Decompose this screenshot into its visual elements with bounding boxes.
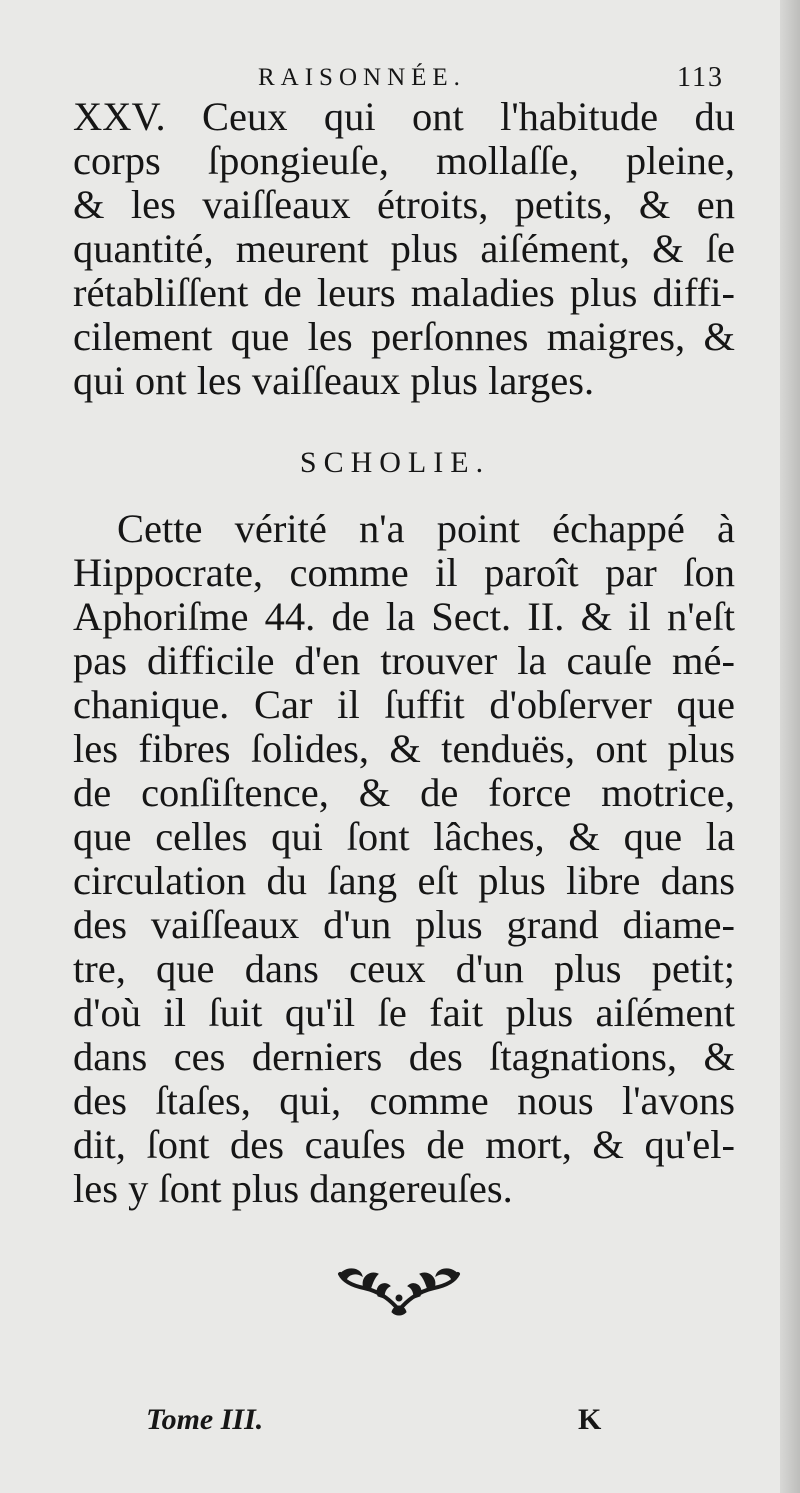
text-line: rétabliſſent de leurs maladies plus diffi- — [73, 270, 735, 315]
text-line: dans ces derniers des ſtagnations, & — [73, 1034, 735, 1079]
page-edge — [780, 0, 800, 1493]
text-line: qui ont les vaiſſeaux plus larges. — [73, 358, 595, 403]
text-line: que celles qui ſont lâches, & que la — [73, 814, 735, 859]
text-line: d'où il ſuit qu'il ſe fait plus aiſément — [73, 990, 735, 1035]
text-line: quantité, meurent plus aiſément, & ſe — [73, 226, 735, 271]
page-footer — [0, 1398, 790, 1442]
signature-mark: K — [578, 1403, 602, 1436]
text-line: pas difficile d'en trouver la cauſe mé- — [73, 638, 735, 683]
fleuron-ornament-icon — [334, 1262, 464, 1318]
page-number: 113 — [677, 62, 724, 93]
aphorism-xxv — [73, 95, 735, 403]
text-line: circulation du ſang eſt plus libre dans — [73, 858, 735, 903]
text-line: tre, que dans ceux d'un plus petit; — [73, 946, 735, 991]
volume-label: Tome III. — [146, 1403, 264, 1436]
text-line: XXV. Ceux qui ont l'habitude du — [73, 94, 735, 139]
text-line: dit, ſont des cauſes de mort, & qu'el- — [73, 1122, 735, 1167]
text-line: de conſiſtence, & de force motrice, — [73, 770, 735, 815]
text-line: corps ſpongieuſe, mollaſſe, pleine, — [73, 138, 735, 183]
text-line: des vaiſſeaux d'un plus grand diame- — [73, 902, 735, 947]
scholie-body — [73, 507, 735, 1211]
scholie-heading: SCHOLIE. — [299, 446, 491, 479]
text-line: chanique. Car il ſuffit d'obſerver que — [73, 682, 735, 727]
text-line: Hippocrate, comme il paroît par ſon — [73, 550, 735, 595]
running-title: RAISONNÉE. — [258, 64, 466, 91]
text-line: les y ſont plus dangereuſes. — [73, 1166, 513, 1211]
text-line: cilement que les perſonnes maigres, & — [73, 314, 735, 359]
text-line: & les vaiſſeaux étroits, petits, & en — [73, 182, 735, 227]
text-line: Cette vérité n'a point échappé à — [117, 506, 735, 551]
text-line: les fibres ſolides, & tenduës, ont plus — [73, 726, 735, 771]
running-head — [0, 60, 790, 96]
text-line: Aphoriſme 44. de la Sect. II. & il n'eſt — [73, 594, 735, 639]
text-line: des ſtaſes, qui, comme nous l'avons — [73, 1078, 735, 1123]
